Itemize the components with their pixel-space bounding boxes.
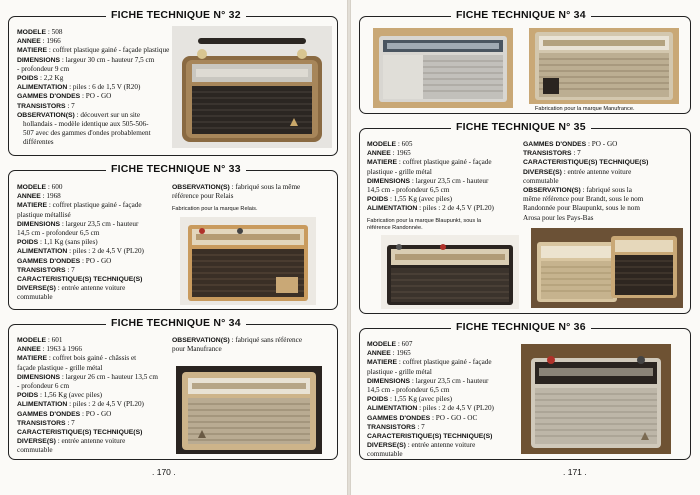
- spec-row: DIMENSIONS : largeur 23,5 cm - hauteur: [367, 176, 489, 185]
- spec-row: façade plastique - grille métal: [17, 363, 103, 372]
- spec-row: commutable: [367, 450, 403, 459]
- spec-row: ALIMENTATION : piles : 2 de 4,5 V (PL20): [17, 247, 144, 256]
- spec-row: ANNEE : 1966: [17, 37, 61, 46]
- spec-row: - profondeur 9 cm: [17, 64, 70, 73]
- spec-row: CARACTERISTIQUE(S) TECHNIQUE(S): [367, 433, 493, 441]
- spec-row: plastique métallisé: [17, 210, 71, 219]
- fiche-35-text: [367, 140, 535, 214]
- fiche-33-title: FICHE TECHNIQUE N° 33: [106, 163, 246, 175]
- spec-row: ANNEE : 1968: [17, 192, 61, 201]
- spec-row: ALIMENTATION : piles : 2 de 4,5 V (PL20): [367, 404, 494, 413]
- spec-row: même référence pour Brandt, sous le nom: [523, 195, 644, 204]
- spec-row: 14,5 cm - profondeur 6,5 cm: [367, 386, 450, 395]
- spec-row: TRANSISTORS : 7: [523, 149, 581, 158]
- radio-photo-607: [521, 344, 671, 454]
- spec-row: MATIERE : coffret plastique gainé - façade plastique: [17, 46, 170, 55]
- spec-row: MATIERE : coffret plastique gainé - façade: [17, 201, 142, 210]
- spec-row: différentes: [23, 138, 54, 147]
- spec-row: CARACTERISTIQUE(S) TECHNIQUE(S): [17, 276, 143, 284]
- spec-row: GAMMES D'ONDES : PO - GO - OC: [367, 413, 478, 422]
- spec-row: DIMENSIONS : largeur 26 cm - hauteur 13,5 cm: [17, 372, 158, 381]
- spec-row: DIMENSIONS : largeur 23,5 cm - hauteur: [17, 219, 139, 228]
- left-page: [0, 0, 347, 495]
- fiche-33-caption: Fabrication pour la marque Relais.: [172, 206, 258, 212]
- fiche-36-text: [367, 340, 542, 460]
- fiche-34-title: FICHE TECHNIQUE N° 34: [106, 317, 246, 329]
- fiche-33-text: [17, 183, 172, 303]
- spec-row: 14,5 cm - profondeur 6,5 cm: [367, 186, 450, 195]
- radio-photo-605-pair: [531, 228, 683, 308]
- spec-row: plastique - grille métal: [367, 167, 432, 176]
- spec-row: MATIERE : coffret bois gainé - châssis et: [17, 354, 137, 363]
- spec-row: MODELE : 601: [17, 336, 63, 344]
- spec-row: DIVERSE(S) : entrée antenne voiture: [523, 167, 632, 176]
- spec-row: pour Manufrance: [172, 345, 222, 354]
- radio-photo-manufrance-1: [373, 28, 513, 108]
- fiche-32-title: FICHE TECHNIQUE N° 32: [106, 9, 246, 21]
- spec-row: MODELE : 607: [367, 340, 413, 348]
- fiche-35-caption-2: référence Randonnée.: [367, 225, 423, 231]
- spec-row: DIVERSE(S) : entrée antenne voiture: [367, 441, 476, 450]
- spec-row: POIDS : 2,2 Kg: [17, 74, 64, 83]
- page-number-right: . 171 .: [563, 467, 587, 477]
- spec-row: Randonnée pour Blaupunkt, sous le nom: [523, 204, 640, 213]
- spec-row: ANNEE : 1965: [367, 149, 411, 158]
- spec-row: TRANSISTORS : 7: [17, 265, 75, 274]
- spec-row: plastique - grille métal: [367, 367, 432, 376]
- spec-row: ALIMENTATION : piles : 6 de 1,5 V (R20): [17, 83, 141, 92]
- spec-row: POIDS : 1,55 Kg (avec piles): [367, 395, 453, 404]
- spec-row: hollandais - modèle identique aux 505-506-: [23, 120, 149, 129]
- spec-row: DIVERSE(S) : entrée antenne voiture: [17, 437, 126, 446]
- spec-row: TRANSISTORS : 7: [367, 422, 425, 431]
- fiche-35-text-col2: [523, 140, 688, 223]
- fiche-34b-title: FICHE TECHNIQUE N° 34: [451, 9, 591, 21]
- radio-photo-508: [172, 26, 332, 148]
- spec-row: GAMMES D'ONDES : PO - GO: [17, 92, 112, 101]
- spec-row: MATIERE : coffret plastique gainé - façade: [367, 158, 492, 167]
- page-number-left: . 170 .: [152, 467, 176, 477]
- spec-row: POIDS : 1,55 Kg (avec piles): [367, 195, 453, 204]
- spec-row: GAMMES D'ONDES : PO - GO: [523, 140, 618, 148]
- spec-row: ALIMENTATION : piles : 2 de 4,5 V (PL20): [17, 400, 144, 409]
- spec-row: GAMMES D'ONDES : PO - GO: [17, 409, 112, 418]
- spec-row: 507 avec des gammes d'ondes probablement: [23, 129, 151, 138]
- spec-row: TRANSISTORS : 7: [17, 418, 75, 427]
- spec-row: GAMMES D'ONDES : PO - GO: [17, 256, 112, 265]
- fiche-35-caption-1: Fabrication pour la marque Blaupunkt, sous la: [367, 218, 482, 224]
- spec-row: DIMENSIONS : largeur 30 cm - hauteur 7,5 cm: [17, 55, 155, 64]
- spec-row: référence pour Relais: [172, 192, 234, 201]
- radio-photo-600: [180, 217, 316, 305]
- spec-row: MATIERE : coffret plastique gainé - façade: [367, 358, 492, 367]
- spec-row: DIMENSIONS : largeur 23,5 cm - hauteur: [367, 376, 489, 385]
- fiche-36-title: FICHE TECHNIQUE N° 36: [451, 321, 591, 333]
- spec-row: POIDS : 1,1 Kg (sans piles): [17, 238, 98, 247]
- radio-photo-601: [176, 366, 322, 454]
- spec-row: ANNEE : 1965: [367, 349, 411, 358]
- spec-row: 14,5 cm - profondeur 6,5 cm: [17, 229, 100, 238]
- radio-photo-manufrance-2: [529, 28, 679, 104]
- spec-row: CARACTERISTIQUE(S) TECHNIQUE(S): [17, 429, 143, 437]
- spec-row: OBSERVATION(S) : fabriqué sous la: [523, 186, 632, 195]
- spec-row: MODELE : 605: [367, 140, 413, 148]
- spec-row: Arosa pour les Pays-Bas: [523, 213, 594, 222]
- spec-row: DIVERSE(S) : entrée antenne voiture: [17, 284, 126, 293]
- spec-row: CARACTERISTIQUE(S) TECHNIQUE(S): [523, 159, 649, 167]
- spec-row: commutable: [17, 293, 53, 302]
- spec-row: commutable: [17, 446, 53, 455]
- radio-photo-605-blaupunkt: [381, 235, 519, 309]
- spec-row: commutable: [523, 176, 559, 185]
- right-page: [351, 0, 700, 495]
- spec-row: - profondeur 6 cm: [17, 382, 70, 391]
- spec-row: TRANSISTORS : 7: [17, 101, 75, 110]
- spec-row: ALIMENTATION : piles : 2 de 4,5 V (PL20): [367, 204, 494, 213]
- fiche-34-text: [17, 336, 175, 456]
- spec-row: OBSERVATION(S) : fabriqué sous la même: [172, 183, 301, 191]
- fiche-33-observations: [172, 183, 332, 201]
- fiche-32-text: [17, 28, 177, 148]
- spec-row: ANNEE : 1963 à 1966: [17, 345, 82, 354]
- fiche-35-title: FICHE TECHNIQUE N° 35: [451, 121, 591, 133]
- spec-row: POIDS : 1,56 Kg (avec piles): [17, 391, 103, 400]
- spec-row: MODELE : 600: [17, 183, 63, 191]
- spec-row: MODELE : 508: [17, 28, 63, 36]
- fiche-34-observations: [172, 336, 332, 354]
- spec-row: OBSERVATION(S) : fabriqué sans référence: [172, 336, 303, 344]
- spec-row: OBSERVATION(S) : découvert sur un site: [17, 110, 141, 119]
- fiche-34b-caption: Fabrication pour la marque Manufrance.: [535, 106, 635, 112]
